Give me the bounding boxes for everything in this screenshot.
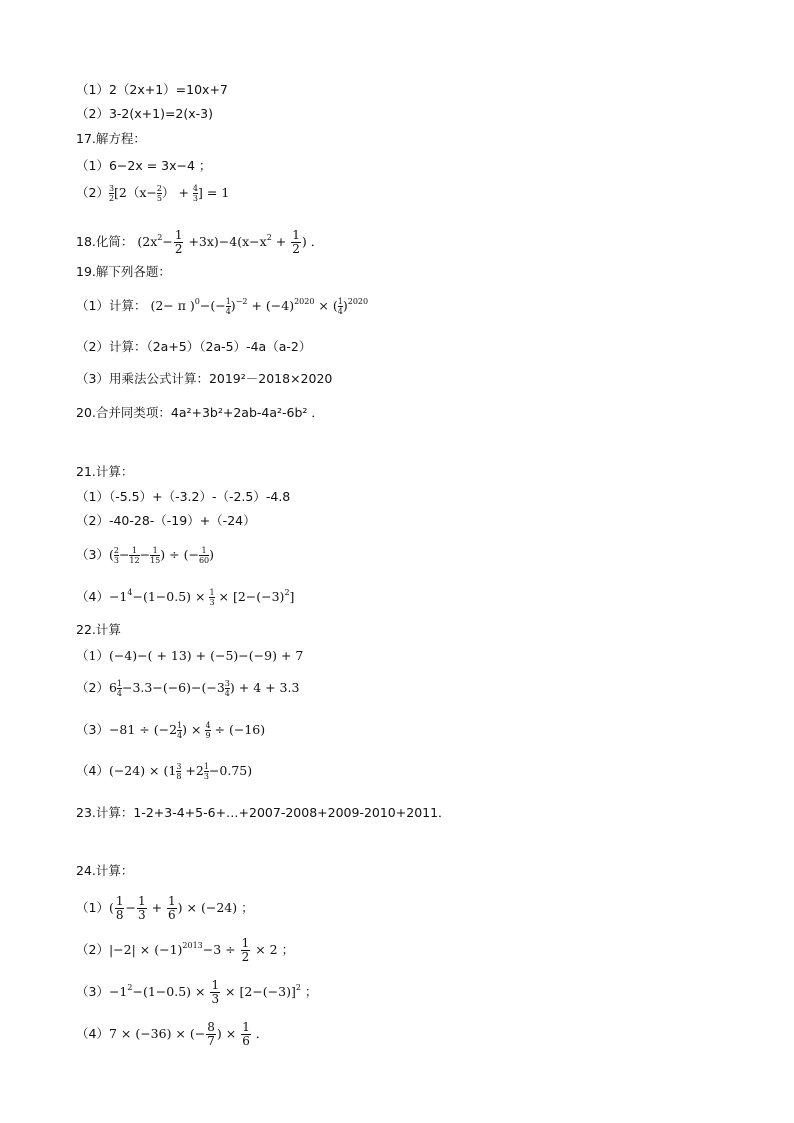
fraction: $\frac{1}{15}$ xyxy=(150,546,161,565)
fraction: $\frac{1}{4}$ xyxy=(116,679,122,698)
q19-part1-expr: (2− π )$^0$−(− $\frac{1}{4}$ )$^{-2} + (-4)^{2020}$ × ( $\frac{1}{4}$ )$^{2020}$ xyxy=(150,297,369,316)
q21-part3-expr: ( $\frac{2}{3}$ − $\frac{1}{12}$ − $\frac{1}{15}$ ) ÷ (− $\frac{1}{60}$ ) xyxy=(108,546,215,565)
fraction: $\frac{1}{3}$ xyxy=(209,588,215,607)
fraction: $\frac{4}{3}$ xyxy=(192,184,199,203)
q22-title: 22.计算 xyxy=(76,622,121,637)
fraction: $\frac{1}{3}$ xyxy=(211,978,220,1006)
q17-part2-expr: $\frac{3}{2}$ [2（x− $\frac{2}{5}$ ） + $\frac{4}{3}$ ] = 1 xyxy=(108,184,230,203)
q17-part2-label: （2） xyxy=(76,185,109,200)
fraction: $\frac{1}{60}$ xyxy=(198,546,210,565)
fraction: $\frac{4}{9}$ xyxy=(205,721,211,740)
fraction: $\frac{1}{2}$ xyxy=(241,936,250,964)
q22-part3-label: （3） xyxy=(76,722,109,737)
q24-part2-expr: $|-2| \times (-1)^{2013}-3$ ÷ $\frac{1}{2}$ × 2 ； xyxy=(108,936,295,964)
q19-part1-label: （1）计算： xyxy=(76,298,147,313)
q16-part1: （1）2（2x+1）=10x+7 xyxy=(76,82,228,97)
q17-part1 xyxy=(76,158,211,174)
fraction: $\frac{3}{8}$ xyxy=(176,762,182,781)
q19-part1 xyxy=(76,297,368,316)
fraction: $\frac{8}{7}$ xyxy=(207,1020,215,1048)
q22-part3-expr: −81 ÷ (−2 $\frac{1}{4}$ ) × $\frac{4}{9}$ ÷ (−16) xyxy=(108,721,266,740)
q18-line xyxy=(76,229,323,256)
q22-part2-expr: 6 $\frac{1}{4}$ −3.3−(−6)−(−3 $\frac{3}{4}$ ) + 4 + 3.3 xyxy=(108,679,300,698)
q22-part3 xyxy=(76,721,265,740)
q24-part3-label: （3） xyxy=(76,984,109,999)
fraction: $\frac{1}{2}$ xyxy=(174,228,183,256)
q24-part1-label: （1） xyxy=(76,900,109,915)
q19-part3: （3）用乘法公式计算：2019²－2018×2020 xyxy=(76,371,333,386)
q24-part1-expr: ( $\frac{1}{8}$ − $\frac{1}{3}$ + $\frac{1}{6}$ ) × (−24) ； xyxy=(108,894,254,922)
q18-title: 18.化简： xyxy=(76,234,134,249)
q24-title: 24.计算： xyxy=(76,863,134,878)
q22-part4 xyxy=(76,762,252,781)
fraction: $\frac{3}{2}$ xyxy=(108,184,115,203)
q24-part2 xyxy=(76,937,294,964)
fraction: $\frac{1}{3}$ xyxy=(203,762,209,781)
fraction: $\frac{2}{3}$ xyxy=(113,546,119,565)
q21-part4-expr: $-1^4-(1-0.5)$ × $\frac{1}{3}$ × $[2-(-3)^2]$ xyxy=(108,588,295,607)
q21-part1: （1）（-5.5）+（-3.2）-（-2.5）-4.8 xyxy=(76,489,291,504)
q22-part4-expr: (−24) × (1 $\frac{3}{8}$ +2 $\frac{1}{3}$ −0.75) xyxy=(108,762,253,781)
q24-part4-expr: 7 × (−36) × (− $\frac{8}{7}$ ) × $\frac{1}{6}$ ． xyxy=(108,1020,269,1048)
fraction: $\frac{1}{4}$ xyxy=(225,297,231,316)
q19-title: 19.解下列各题： xyxy=(76,264,171,279)
q18-expr: ($2x^2-$ $\frac{1}{2}$ $+3x)-4(x-x^2$ + $\frac{1}{2}$ ) xyxy=(137,228,307,256)
fraction: $\frac{3}{4}$ xyxy=(224,679,230,698)
q17-part2 xyxy=(76,184,229,203)
fraction: $\frac{1}{8}$ xyxy=(115,894,124,922)
q24-part2-label: （2） xyxy=(76,942,109,957)
fraction: $\frac{2}{5}$ xyxy=(156,184,162,203)
q21-part4-label: （4） xyxy=(76,589,109,604)
q21-part3-label: （3） xyxy=(76,547,109,562)
q21-part4 xyxy=(76,588,294,607)
fraction: $\frac{1}{12}$ xyxy=(129,546,140,565)
q24-part4 xyxy=(76,1021,268,1048)
q16-part2: （2）3-2(x+1)=2(x-3) xyxy=(76,106,213,121)
q17-title: 17.解方程： xyxy=(76,131,146,146)
q19-part2: （2）计算：（2a+5）（2a-5）-4a（a-2） xyxy=(76,339,312,354)
fraction: $\frac{1}{6}$ xyxy=(242,1020,250,1048)
fraction: $\frac{1}{4}$ xyxy=(337,297,343,316)
q22-part1 xyxy=(76,648,303,664)
fraction: $\frac{1}{6}$ xyxy=(168,894,176,922)
q21-part3 xyxy=(76,546,214,565)
fraction: $\frac{1}{3}$ xyxy=(137,894,146,922)
q20-line: 20.合并同类项：4a²+3b²+2ab-4a²-6b² ． xyxy=(76,405,324,420)
q21-title: 21.计算： xyxy=(76,464,134,479)
q22-part2 xyxy=(76,679,299,698)
q23-line: 23.计算：1-2+3-4+5-6+…+2007-2008+2009-2010+2011． xyxy=(76,805,451,820)
q24-part1 xyxy=(76,895,254,922)
q24-part3-expr: $-1^2-(1-0.5)$ × $\frac{1}{3}$ × $[2-(-3)]^2$ ； xyxy=(108,978,318,1006)
q21-part2: （2）-40-28-（-19）+（-24） xyxy=(76,513,256,528)
q22-part1-text: （1）(−4)−( + 13) + (−5)−(−9) + 7 xyxy=(76,648,304,663)
fraction: $\frac{1}{4}$ xyxy=(177,721,183,740)
q22-part2-label: （2） xyxy=(76,680,109,695)
q18-end: ． xyxy=(310,234,324,249)
q24-part3 xyxy=(76,979,317,1006)
fraction: $\frac{1}{2}$ xyxy=(292,228,300,256)
q22-part4-label: （4） xyxy=(76,763,109,778)
q17-part1-text: （1）6−2x = 3x−4 ； xyxy=(76,158,212,173)
q24-part4-label: （4） xyxy=(76,1026,109,1041)
